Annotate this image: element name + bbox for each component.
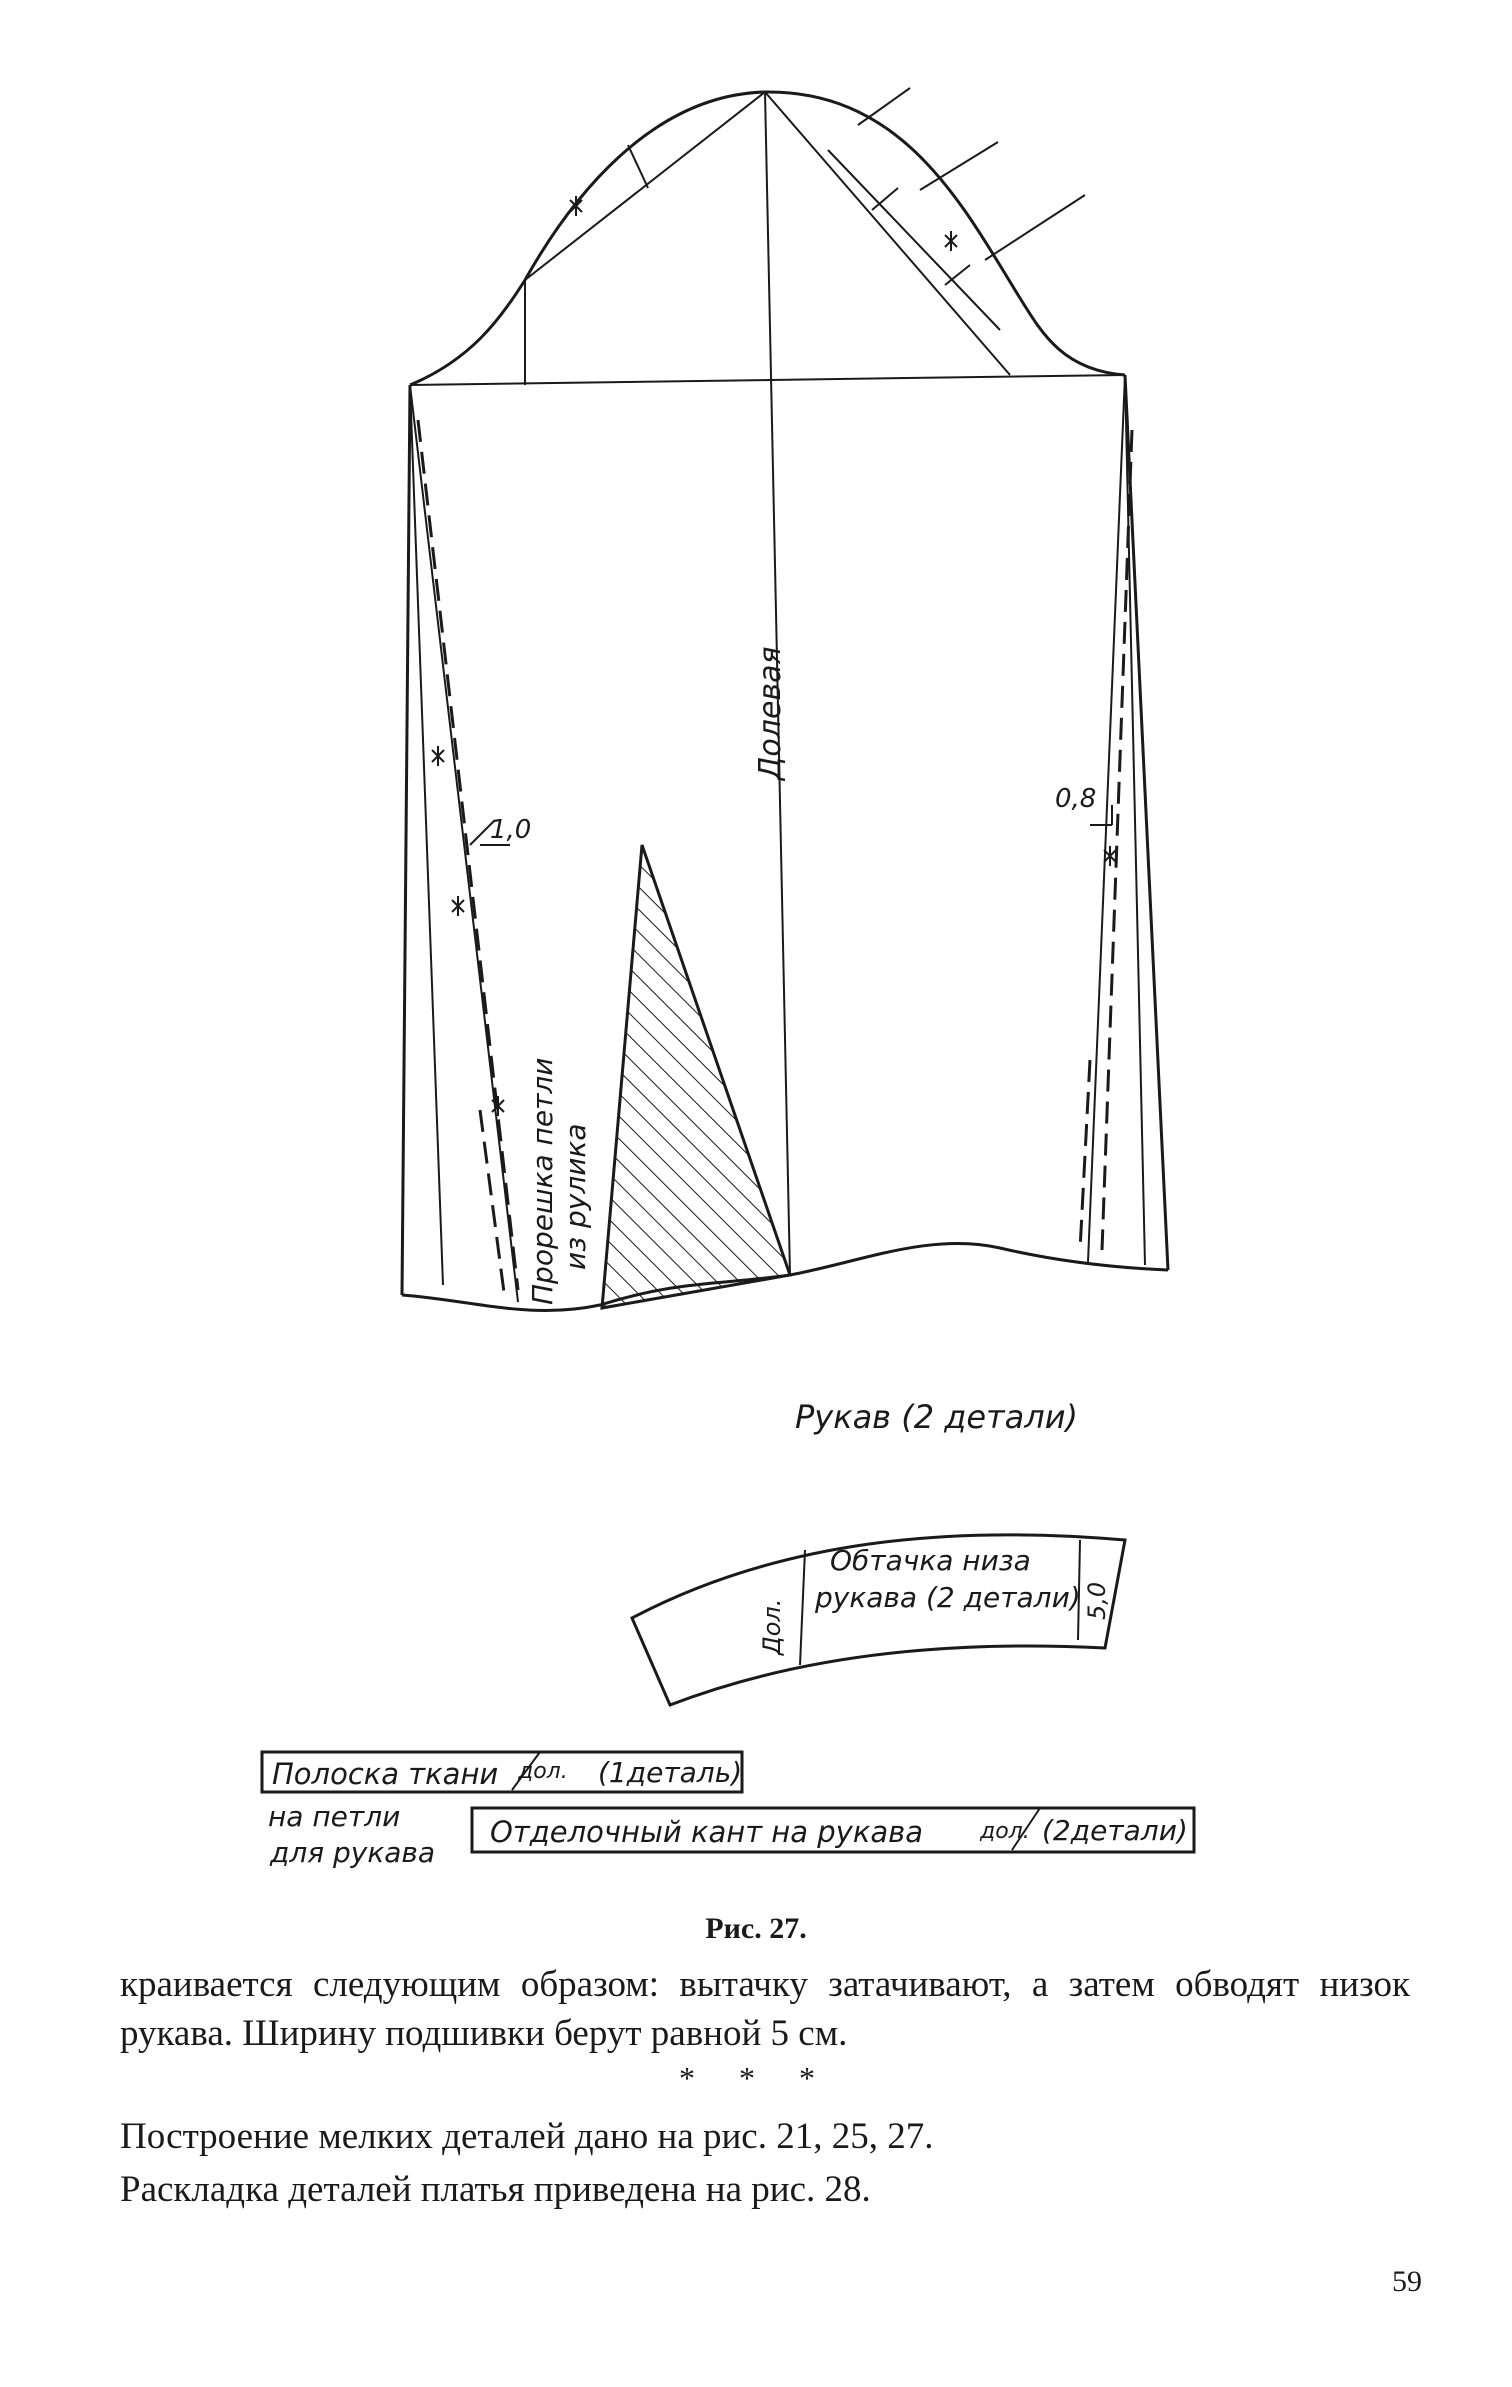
strip-title: Полоска ткани — [272, 1757, 499, 1791]
figure-caption: Рис. 27. — [705, 1912, 807, 1945]
page-number: 59 — [1392, 2265, 1422, 2298]
piping-title: Отделочный кант на рукава — [490, 1815, 923, 1849]
section-separator: * * * — [679, 2060, 833, 2096]
piping-grain-label: дол. — [980, 1819, 1030, 1844]
body-paragraph-2: Построение мелких деталей дано на рис. 21, 25, 27. — [120, 2116, 934, 2157]
hem-facing-piece — [632, 1535, 1125, 1705]
strip-sub-line1: на петли — [268, 1800, 401, 1833]
body-paragraph-3: Раскладка деталей платья приведена на рис. 28. — [120, 2169, 871, 2210]
strip-sub-line2: для рукава — [270, 1836, 436, 1869]
facing-width-label: 5,0 — [1083, 1581, 1111, 1620]
measure-left-label: 1,0 — [490, 815, 532, 845]
sleeve-title: Рукав (2 детали) — [795, 1398, 1079, 1436]
slit-label-line1: Прорешка петли — [526, 1057, 559, 1305]
grain-label: Долевая — [753, 646, 788, 780]
strip-grain-label: дол. — [518, 1759, 568, 1784]
strip-count-label: (1деталь) — [598, 1756, 743, 1789]
piping-strip-piece — [472, 1808, 1194, 1852]
facing-label-line2: рукава (2 детали) — [815, 1581, 1081, 1614]
slit-label-line2: из рулика — [559, 1123, 592, 1270]
hatched-dart — [602, 845, 790, 1308]
measure-right-label: 0,8 — [1055, 784, 1097, 814]
facing-grain-label: Дол. — [758, 1598, 786, 1655]
piping-count-label: (2детали) — [1042, 1814, 1188, 1847]
body-paragraph-1: краивается следующим образом: вытачку затачивают, а затем обводят низок рукава. Ширину подшивки берут равной 5 см. — [120, 1964, 1410, 2054]
facing-label-line1: Обтачка низа — [830, 1544, 1031, 1577]
